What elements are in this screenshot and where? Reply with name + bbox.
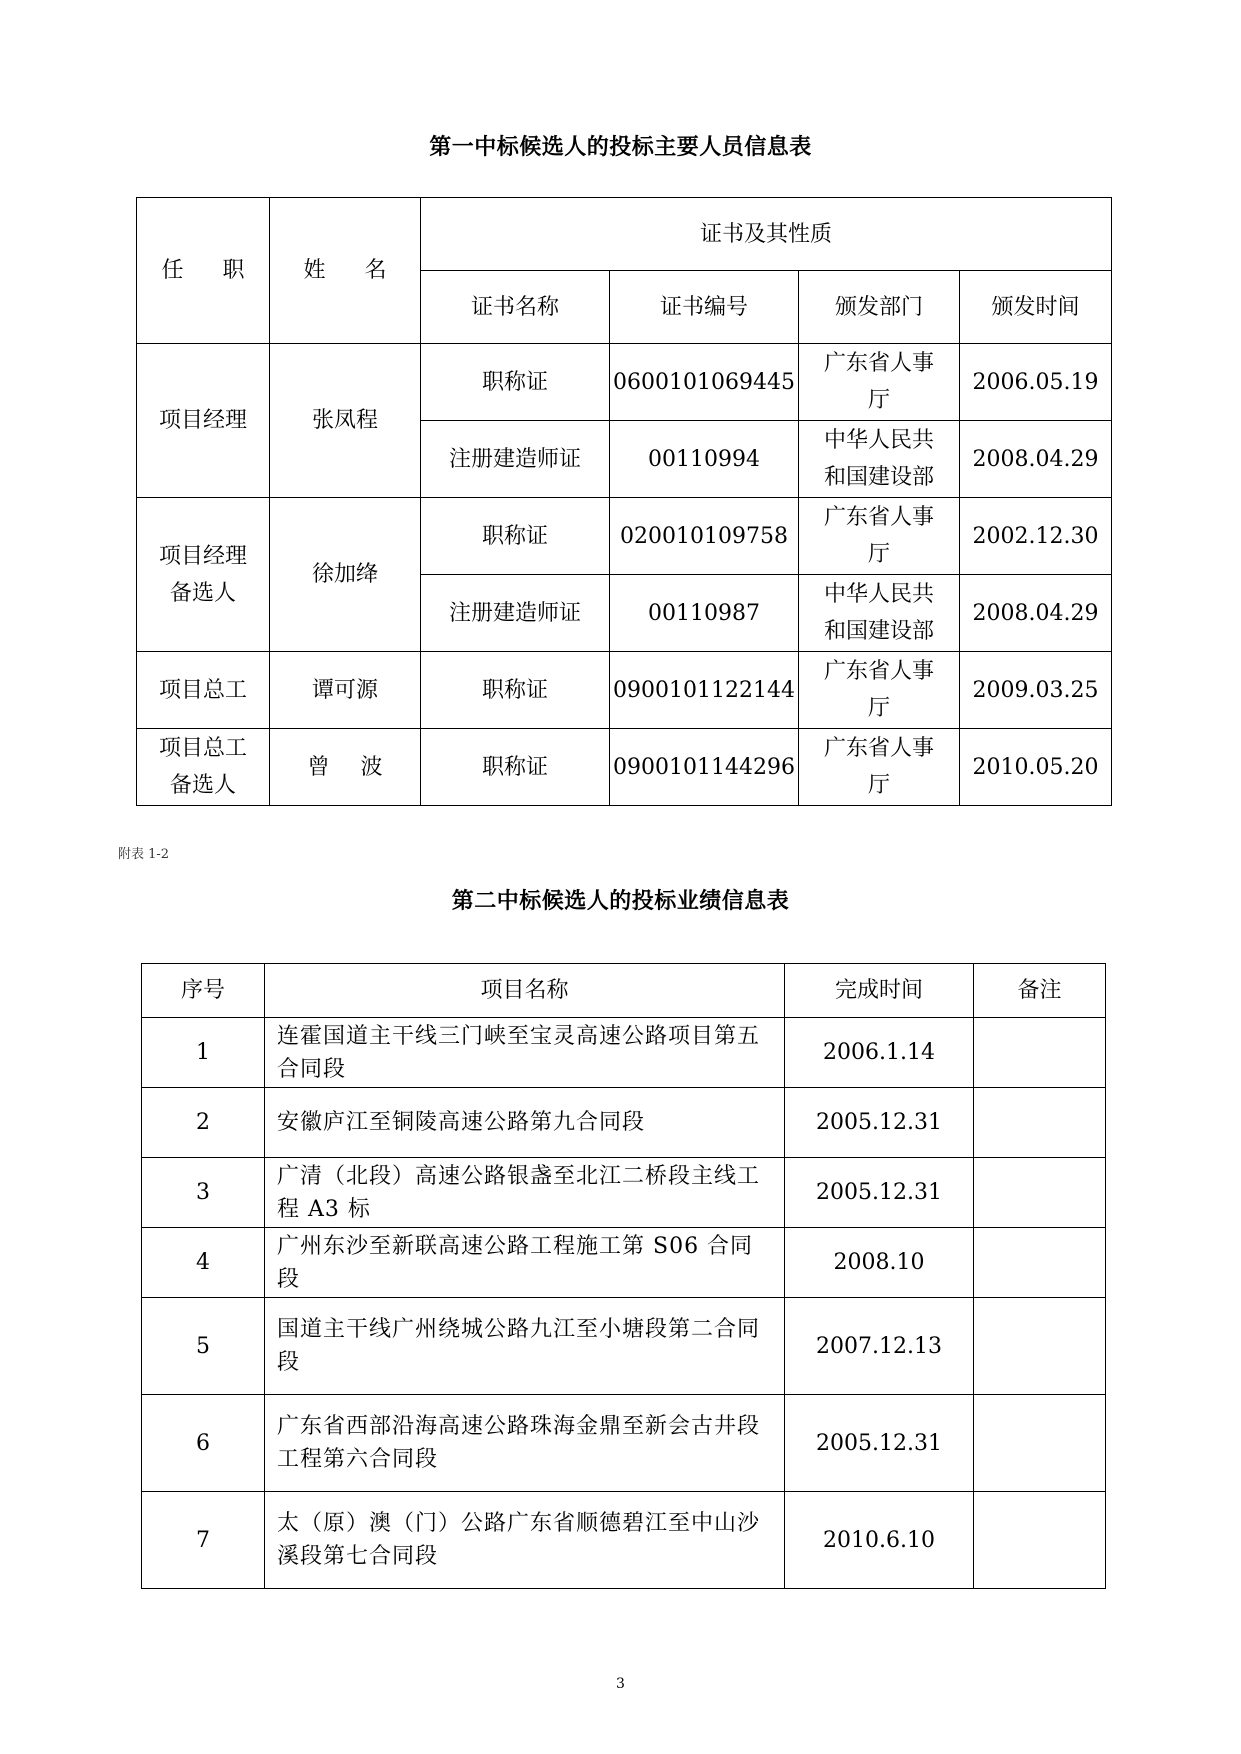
completion-date-cell: 2007.12.13 — [785, 1298, 974, 1395]
cert-no-cell: 0900101122144 — [610, 652, 799, 729]
completion-date-cell: 2005.12.31 — [785, 1158, 974, 1228]
issuer-cell: 广东省人事厅 — [799, 729, 960, 806]
cert-no-cell: 00110987 — [610, 575, 799, 652]
completion-date-cell: 2006.1.14 — [785, 1018, 974, 1088]
cert-name-cell: 职称证 — [421, 498, 610, 575]
issue-date-cell: 2002.12.30 — [960, 498, 1112, 575]
project-name-cell: 连霍国道主干线三门峡至宝灵高速公路项目第五合同段 — [265, 1018, 785, 1088]
table-row — [142, 1298, 1106, 1395]
table-row — [137, 729, 1112, 806]
issue-date-cell: 2006.05.19 — [960, 344, 1112, 421]
row-no-cell: 6 — [142, 1395, 265, 1492]
completion-date-cell: 2008.10 — [785, 1228, 974, 1298]
remark-cell — [974, 1395, 1106, 1492]
project-name-cell: 安徽庐江至铜陵高速公路第九合同段 — [265, 1088, 785, 1158]
issue-date-cell: 2008.04.29 — [960, 421, 1112, 498]
header-position: 任 职 — [137, 198, 270, 344]
header-cert-group: 证书及其性质 — [421, 198, 1112, 271]
project-name-cell: 太（原）澳（门）公路广东省顺德碧江至中山沙溪段第七合同段 — [265, 1492, 785, 1589]
table-row — [142, 1088, 1106, 1158]
issuer-cell: 中华人民共和国建设部 — [799, 575, 960, 652]
header-no: 序号 — [142, 964, 265, 1018]
table1-title: 第一中标候选人的投标主要人员信息表 — [429, 134, 812, 160]
remark-cell — [974, 1158, 1106, 1228]
position-cell: 项目总工 — [137, 652, 270, 729]
cert-no-cell: 0900101144296 — [610, 729, 799, 806]
header-issue-date: 颁发时间 — [960, 271, 1112, 344]
table-row — [142, 1492, 1106, 1589]
cert-name-cell: 职称证 — [421, 652, 610, 729]
performance-table — [141, 963, 1106, 1589]
row-no-cell: 1 — [142, 1018, 265, 1088]
project-name-cell: 广东省西部沿海高速公路珠海金鼎至新会古井段工程第六合同段 — [265, 1395, 785, 1492]
table-row — [142, 1395, 1106, 1492]
project-name-cell: 国道主干线广州绕城公路九江至小塘段第二合同段 — [265, 1298, 785, 1395]
position-cell: 项目经理备选人 — [137, 498, 270, 652]
person-name-cell: 曾 波 — [270, 729, 421, 806]
project-name-cell: 广州东沙至新联高速公路工程施工第 S06 合同段 — [265, 1228, 785, 1298]
table-row — [142, 1018, 1106, 1088]
cert-no-cell: 0600101069445 — [610, 344, 799, 421]
issuer-cell: 广东省人事厅 — [799, 344, 960, 421]
header-project: 项目名称 — [265, 964, 785, 1018]
project-name-cell: 广清（北段）高速公路银盏至北江二桥段主线工程 A3 标 — [265, 1158, 785, 1228]
table-row — [142, 1228, 1106, 1298]
completion-date-cell: 2010.6.10 — [785, 1492, 974, 1589]
row-no-cell: 2 — [142, 1088, 265, 1158]
header-name: 姓 名 — [270, 198, 421, 344]
personnel-table — [136, 197, 1112, 806]
row-no-cell: 4 — [142, 1228, 265, 1298]
position-cell: 项目经理 — [137, 344, 270, 498]
cert-no-cell: 00110994 — [610, 421, 799, 498]
page-number: 3 — [616, 1676, 625, 1692]
remark-cell — [974, 1298, 1106, 1395]
issuer-cell: 中华人民共和国建设部 — [799, 421, 960, 498]
header-issuer: 颁发部门 — [799, 271, 960, 344]
issue-date-cell: 2010.05.20 — [960, 729, 1112, 806]
header-date: 完成时间 — [785, 964, 974, 1018]
cert-name-cell: 注册建造师证 — [421, 575, 610, 652]
issuer-cell: 广东省人事厅 — [799, 498, 960, 575]
row-no-cell: 3 — [142, 1158, 265, 1228]
header-cert-name: 证书名称 — [421, 271, 610, 344]
remark-cell — [974, 1492, 1106, 1589]
cert-name-cell: 职称证 — [421, 344, 610, 421]
person-name-cell: 徐加绛 — [270, 498, 421, 652]
position-cell: 项目总工备选人 — [137, 729, 270, 806]
appendix-note: 附表 1-2 — [118, 847, 170, 862]
table-row — [142, 1158, 1106, 1228]
completion-date-cell: 2005.12.31 — [785, 1088, 974, 1158]
remark-cell — [974, 1018, 1106, 1088]
table-row — [137, 498, 1112, 575]
header-remark: 备注 — [974, 964, 1106, 1018]
remark-cell — [974, 1088, 1106, 1158]
cert-no-cell: 020010109758 — [610, 498, 799, 575]
person-name-cell: 张凤程 — [270, 344, 421, 498]
cert-name-cell: 注册建造师证 — [421, 421, 610, 498]
completion-date-cell: 2005.12.31 — [785, 1395, 974, 1492]
issue-date-cell: 2009.03.25 — [960, 652, 1112, 729]
table-row — [137, 344, 1112, 421]
issuer-cell: 广东省人事厅 — [799, 652, 960, 729]
table2-title: 第二中标候选人的投标业绩信息表 — [451, 888, 790, 914]
header-cert-no: 证书编号 — [610, 271, 799, 344]
row-no-cell: 7 — [142, 1492, 265, 1589]
person-name-cell: 谭可源 — [270, 652, 421, 729]
table-row — [137, 652, 1112, 729]
cert-name-cell: 职称证 — [421, 729, 610, 806]
remark-cell — [974, 1228, 1106, 1298]
row-no-cell: 5 — [142, 1298, 265, 1395]
issue-date-cell: 2008.04.29 — [960, 575, 1112, 652]
